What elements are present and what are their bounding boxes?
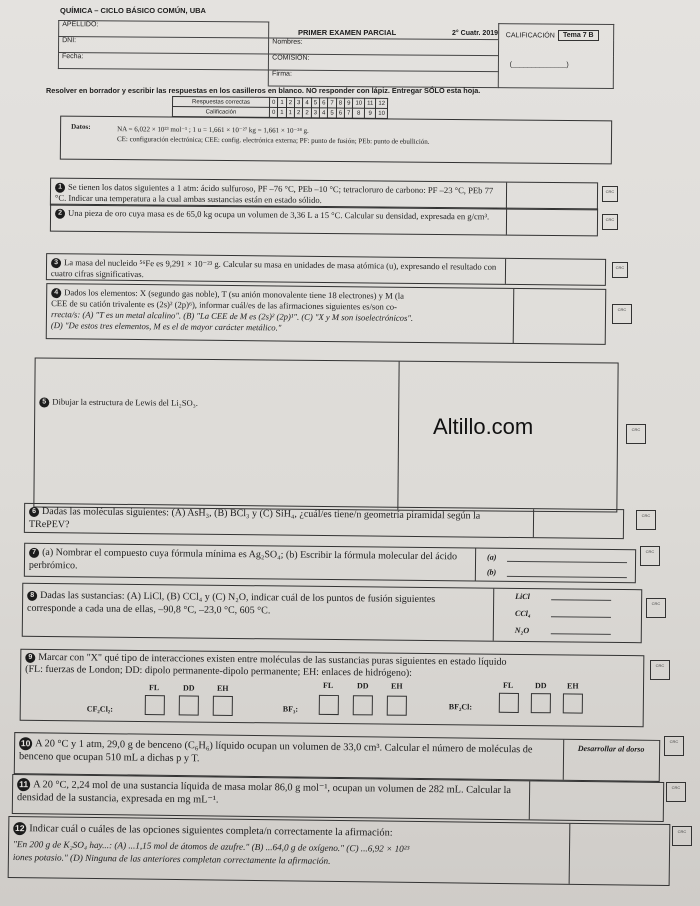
grading-box: CRC bbox=[612, 262, 628, 278]
score-cell: 6 bbox=[320, 98, 328, 108]
calificacion-value[interactable]: (______________) bbox=[509, 61, 569, 69]
score-cell: 8 bbox=[353, 108, 365, 118]
grading-box: CRC bbox=[672, 826, 692, 846]
grading-box: CRC bbox=[636, 510, 656, 530]
score-cell: 6 bbox=[336, 108, 344, 118]
firma-label: Firma: bbox=[272, 70, 292, 78]
question-text: Se tienen los datos siguientes a 1 atm: ácido sulfuroso, PF –76 °C, PEb –10 °C; tetracloruro de carbono: PF –23 °C, PEb 77 °C. Indicar una temperatura a la cual ambas sustancias están en estado sólido. bbox=[54, 181, 494, 206]
instructions: Resolver en borrador y escribir las respuestas en los casilleros en blanco. NO responder con lápiz. Entregar SÓLO esta hoja. bbox=[46, 86, 481, 95]
question-number: 11 bbox=[17, 778, 30, 791]
apellido-label: APELLIDO: bbox=[62, 21, 99, 29]
data-label: Datos: bbox=[71, 122, 91, 131]
substance-label: CCl₄ bbox=[514, 608, 531, 619]
question-number: 3 bbox=[51, 258, 61, 268]
data-box bbox=[60, 116, 612, 165]
question-text-line-2: (FL: fuerzas de London; DD: dipolo permanente-dipolo permanente; EH: enlaces de hidrógeno): bbox=[25, 663, 413, 679]
question-7 bbox=[24, 543, 636, 583]
answer-field[interactable] bbox=[508, 260, 602, 283]
fecha-field[interactable] bbox=[58, 53, 268, 70]
score-cell: 2 bbox=[303, 108, 311, 118]
score-cell: 0 bbox=[270, 97, 278, 107]
exam-term: 2° Cuatr. 2019 bbox=[452, 30, 498, 37]
question-number: 12 bbox=[13, 822, 26, 835]
checkbox-eh[interactable] bbox=[213, 696, 233, 716]
question-text: La masa del nucleido ⁵⁶Fe es 9,291 × 10⁻²³ g. Calcular su masa en unidades de masa atómica (u), expresando el resultado con cuatro cifras significativas. bbox=[50, 257, 497, 280]
question-number: 1 bbox=[55, 183, 65, 193]
score-cell: 0 bbox=[269, 107, 277, 117]
grading-box: CRC bbox=[612, 304, 632, 324]
question-number: 8 bbox=[27, 591, 37, 601]
question-text: Una pieza de oro cuya masa es de 65,0 kg ocupa un volumen de 3,36 L a 15 °C. Calcular su densidad, expresada en g/cm³. bbox=[68, 207, 490, 222]
score-cell: 9 bbox=[365, 108, 376, 118]
question-number: 7 bbox=[29, 548, 39, 558]
question-text-line-1: Dados los elementos: X (segundo gas noble), T (su anión monovalente tiene 18 electrones) y M (la bbox=[64, 287, 405, 301]
score-cell: 4 bbox=[303, 98, 311, 108]
question-12 bbox=[8, 816, 671, 886]
melting-point-answer[interactable] bbox=[551, 599, 611, 601]
question-11 bbox=[12, 774, 664, 822]
score-cell: 10 bbox=[353, 98, 365, 108]
exam-tema: Tema 7 B bbox=[558, 30, 599, 41]
substance-label: BF₂Cl: bbox=[448, 702, 473, 712]
question-text-line-2: "En 200 g de K₂SO₄ hay...: (A) ...1,15 mol de átomos de azufre." (B) ...64,0 g de oxígeno." (C) ...6,92 × 10²³ bbox=[12, 839, 410, 854]
firma-field[interactable] bbox=[268, 70, 498, 88]
develop-on-back-note: Desarrollar al dorso bbox=[577, 743, 645, 754]
checkbox-fl[interactable] bbox=[145, 695, 165, 715]
score-cell: 1 bbox=[278, 97, 286, 107]
answer-b-line[interactable] bbox=[507, 576, 627, 578]
data-line-1: NA = 6,022 × 10²³ mol⁻¹ ; 1 u = 1,661 × 10⁻²⁷ kg = 1,661 × 10⁻²⁴ g. bbox=[117, 125, 309, 135]
melting-point-answer[interactable] bbox=[551, 633, 611, 635]
grading-box: CRC bbox=[602, 186, 618, 202]
grading-box: CRC bbox=[664, 736, 684, 756]
score-cell: 10 bbox=[376, 108, 388, 118]
score-cell: 1 bbox=[286, 108, 294, 118]
score-cell: 1 bbox=[278, 107, 286, 117]
grading-box: CRC bbox=[626, 424, 646, 444]
checkbox-eh[interactable] bbox=[563, 693, 583, 713]
checkbox-dd[interactable] bbox=[179, 695, 199, 715]
question-text: Dibujar la estructura de Lewis del Li₂SO₃. bbox=[52, 396, 198, 408]
data-line-2: CE: configuración electrónica; CEE: config. electrónica externa; PF: punto de fusión; PEb: punto de ebullición. bbox=[116, 135, 430, 146]
answer-field[interactable] bbox=[509, 184, 595, 209]
grading-box: CRC bbox=[666, 782, 686, 802]
question-text-line-3: iones potasio." (D) Ninguna de las anteriores completan correctamente la afirmación. bbox=[12, 852, 331, 866]
score-row-label: Respuestas correctas bbox=[173, 97, 270, 108]
student-info-table bbox=[58, 20, 614, 89]
exam-title: PRIMER EXAMEN PARCIAL bbox=[298, 28, 397, 37]
question-text-line-1: Marcar con "X" qué tipo de interacciones existen entre moléculas de las sustancias puras siguientes en estado líquido bbox=[38, 651, 507, 668]
nombres-label: Nombres: bbox=[272, 38, 303, 46]
fecha-label: Fecha: bbox=[61, 53, 84, 61]
dni-label: DNI: bbox=[62, 37, 77, 45]
score-cell: 7 bbox=[345, 108, 353, 118]
question-6 bbox=[24, 503, 624, 539]
grading-box: CRC bbox=[602, 214, 618, 230]
question-3 bbox=[46, 253, 606, 286]
question-2 bbox=[50, 204, 598, 237]
question-text: Dadas las moléculas siguientes: (A) AsH₃, (B) BCl₃ y (C) SiH₄, ¿cuál/es tiene/n geometría piramidal según la TRePEV? bbox=[28, 506, 481, 530]
score-cell: 7 bbox=[328, 98, 336, 108]
grading-box: CRC bbox=[650, 660, 670, 680]
checkbox-fl[interactable] bbox=[319, 695, 339, 715]
col-header-dd: DD bbox=[534, 681, 547, 691]
answer-a-label: (a) bbox=[487, 552, 497, 562]
nombres-field[interactable] bbox=[269, 38, 499, 56]
score-cell: 5 bbox=[311, 98, 319, 108]
substance-label: N₂O bbox=[514, 625, 530, 636]
answer-field[interactable] bbox=[536, 510, 621, 537]
score-cell: 9 bbox=[345, 98, 353, 108]
checkbox-dd[interactable] bbox=[531, 693, 551, 713]
question-number: 6 bbox=[29, 507, 39, 517]
col-header-fl: FL bbox=[148, 683, 160, 693]
score-table bbox=[172, 96, 388, 119]
substance-label: LiCl bbox=[515, 591, 530, 602]
col-header-fl: FL bbox=[322, 680, 334, 691]
calificacion-label: CALIFICACIÓN bbox=[505, 32, 555, 40]
checkbox-fl[interactable] bbox=[499, 693, 519, 713]
score-cell: 11 bbox=[365, 98, 376, 108]
score-cell: 2 bbox=[294, 108, 302, 118]
question-text: A 20 °C, 2,24 mol de una sustancia líquida de masa molar 86,0 g mol⁻¹, ocupan un volumen de 282 mL. Calcular la densidad de la sustancia, expresada en mg mL⁻¹. bbox=[16, 779, 512, 806]
question-text-line-4: (D) "De estos tres elementos, M es el de mayor carácter metálico." bbox=[50, 320, 282, 333]
question-number: 10 bbox=[19, 737, 32, 750]
grading-box: CRC bbox=[640, 546, 660, 566]
question-text-line-1: Indicar cuál o cuáles de las opciones siguientes completa/n correctamente la afirmación: bbox=[29, 823, 393, 839]
col-header-eh: EH bbox=[216, 683, 229, 693]
answer-field[interactable] bbox=[532, 782, 660, 820]
question-text-line-3: rrecta/s: (A) "T es un metal alcalino". (B) "La CEE de M es (2s)² (2p)¹". (C) "X y M son isoelectrónicos". bbox=[50, 309, 414, 323]
course-title: QUÍMICA – CICLO BÁSICO COMÚN, UBA bbox=[60, 6, 206, 15]
score-cell: 12 bbox=[376, 98, 388, 108]
question-text-line-2: CEE de su catión trivalente es (2s)² (2p)⁶), informar cuál/es de las afirmaciones siguientes es/son co- bbox=[51, 298, 398, 312]
melting-point-answer[interactable] bbox=[551, 616, 611, 618]
question-8 bbox=[22, 583, 643, 643]
score-cell: 3 bbox=[311, 108, 319, 118]
apellido-field[interactable] bbox=[59, 21, 269, 38]
col-header-fl: FL bbox=[502, 680, 514, 690]
watermark: Altillo.com bbox=[433, 414, 534, 439]
col-header-eh: EH bbox=[390, 681, 403, 691]
score-cell: 4 bbox=[319, 108, 327, 118]
checkbox-dd[interactable] bbox=[353, 695, 373, 715]
col-header-eh: EH bbox=[566, 681, 579, 691]
score-cell: 5 bbox=[328, 108, 336, 118]
checkbox-eh[interactable] bbox=[387, 696, 407, 716]
substance-label: CF₂Cl₂: bbox=[86, 704, 113, 714]
question-text: (a) Nombrar el compuesto cuya fórmula mínima es Ag₂SO₄; (b) Escribir la fórmula molecular del ácido perbrómico. bbox=[28, 546, 458, 571]
substance-label: BF₃: bbox=[282, 704, 299, 714]
question-text: A 20 °C y 1 atm, 29,0 g de benceno (C₆H₆) líquido ocupan un volumen de 33,0 cm³. Calcular el número de moléculas de benceno que ocupan 510 mL a dichas p y T. bbox=[18, 738, 533, 765]
question-number: 4 bbox=[51, 288, 61, 298]
comision-label: COMISIÓN: bbox=[272, 54, 310, 62]
grading-box: CRC bbox=[646, 598, 666, 618]
col-header-dd: DD bbox=[356, 681, 369, 691]
comision-field[interactable] bbox=[269, 54, 499, 72]
score-row-label: Calificación bbox=[172, 107, 269, 118]
answer-field[interactable] bbox=[509, 210, 595, 235]
col-header-dd: DD bbox=[182, 683, 195, 693]
dni-field[interactable] bbox=[59, 37, 269, 54]
question-number: 2 bbox=[55, 209, 65, 219]
answer-b-label: (b) bbox=[486, 567, 497, 577]
question-4 bbox=[46, 283, 607, 345]
question-9 bbox=[20, 649, 645, 728]
question-text: Dadas las sustancias: (A) LiCl, (B) CCl₄ y (C) N₂O, indicar cuál de los puntos de fusión siguientes corresponde a cada una de ellas, –90,8 °C, –23,0 °C, 605 °C. bbox=[26, 589, 436, 616]
answer-field[interactable] bbox=[572, 825, 665, 884]
answer-a-line[interactable] bbox=[507, 561, 627, 563]
score-cell: 2 bbox=[286, 98, 294, 108]
answer-field[interactable] bbox=[516, 290, 603, 343]
score-cell: 8 bbox=[336, 98, 344, 108]
score-cell: 3 bbox=[295, 98, 303, 108]
question-number: 9 bbox=[25, 652, 35, 662]
question-number: 5 bbox=[39, 398, 49, 408]
